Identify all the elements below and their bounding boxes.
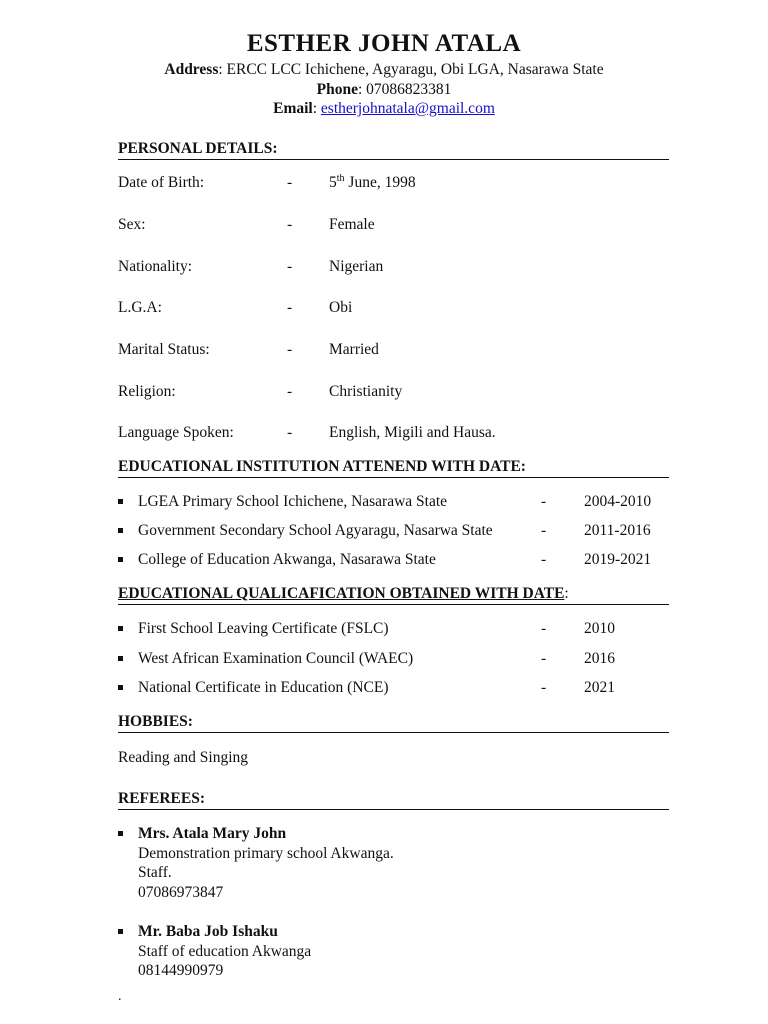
phone-label: Phone	[316, 80, 358, 98]
email-separator: :	[312, 100, 321, 117]
detail-row-lga	[118, 298, 678, 318]
bullet-icon	[118, 831, 123, 836]
detail-dash: -	[287, 216, 293, 233]
hobbies-heading-text: HOBBIES:	[118, 713, 193, 730]
detail-label: Sex:	[118, 216, 146, 233]
qualification-item	[118, 678, 678, 698]
email-link[interactable]: estherjohnatala@gmail.com	[320, 100, 495, 117]
referees-heading	[118, 790, 669, 810]
detail-dash: -	[287, 424, 293, 441]
detail-label: L.G.A:	[118, 299, 162, 316]
referee-phone: 07086973847	[138, 883, 224, 901]
detail-label: Date of Birth:	[118, 174, 205, 191]
qualification-year: 2016	[584, 650, 615, 667]
detail-dash: -	[287, 341, 293, 358]
item-dash: -	[541, 650, 547, 667]
detail-row-religion	[118, 382, 678, 402]
institution-name: College of Education Akwanga, Nasarawa State	[138, 551, 436, 568]
phone-line	[0, 80, 768, 100]
referees-heading-text: REFEREES:	[118, 790, 205, 807]
detail-value: Obi	[329, 299, 353, 316]
phone-value: : 07086823381	[357, 80, 452, 98]
education-item	[118, 550, 678, 570]
bullet-icon	[118, 499, 123, 504]
detail-value: Married	[329, 341, 379, 358]
referee-workplace: Staff of education Akwanga	[138, 942, 312, 960]
address-label: Address	[164, 61, 219, 78]
detail-label: Religion:	[118, 383, 176, 400]
email-label: Email	[273, 100, 313, 117]
item-dash: -	[541, 679, 547, 696]
detail-value: English, Migili and Hausa.	[329, 424, 496, 441]
referee-name: Mrs. Atala Mary John	[138, 825, 287, 842]
qualification-item	[118, 619, 678, 639]
qualification-name: West African Examination Council (WAEC)	[138, 650, 414, 667]
detail-value: Nigerian	[329, 258, 384, 275]
trailing-mark: .	[118, 989, 122, 1004]
dob-day: 5	[329, 174, 337, 191]
institution-name: Government Secondary School Agyaragu, Nasarwa State	[138, 522, 493, 539]
detail-dash: -	[287, 299, 293, 316]
qualification-name: First School Leaving Certificate (FSLC)	[138, 620, 389, 637]
address-value: : ERCC LCC Ichichene, Agyaragu, Obi LGA, Nasarawa State	[218, 61, 604, 78]
qualification-item	[118, 649, 678, 669]
detail-dash: -	[287, 258, 293, 275]
qualification-name: National Certificate in Education (NCE)	[138, 679, 389, 696]
bullet-icon	[118, 626, 123, 631]
item-dash: -	[541, 493, 547, 510]
hobbies-heading	[118, 713, 669, 733]
detail-dash: -	[287, 383, 293, 400]
qualification-year: 2010	[584, 620, 615, 637]
email-line	[0, 99, 768, 119]
hobbies-text: Reading and Singing	[118, 749, 249, 766]
detail-label: Nationality:	[118, 258, 193, 275]
institution-years: 2011-2016	[584, 522, 651, 539]
detail-value	[329, 173, 416, 193]
dob-ordinal: th	[336, 173, 345, 184]
address-line	[0, 60, 768, 80]
bullet-icon	[118, 685, 123, 690]
detail-row-dob	[118, 173, 678, 193]
detail-row-marital-status	[118, 340, 678, 360]
qualifications-heading-suffix: :	[564, 585, 569, 602]
referee-name: Mr. Baba Job Ishaku	[138, 923, 278, 940]
detail-row-language	[118, 423, 678, 443]
cv-header	[0, 28, 768, 119]
bullet-icon	[118, 656, 123, 661]
detail-label: Language Spoken:	[118, 424, 234, 441]
item-dash: -	[541, 522, 547, 539]
education-item	[118, 492, 678, 512]
referee-phone: 08144990979	[138, 962, 224, 979]
detail-value: Christianity	[329, 383, 403, 400]
institution-years: 2004-2010	[584, 493, 652, 510]
institution-name: LGEA Primary School Ichichene, Nasarawa State	[138, 493, 448, 510]
qualification-year: 2021	[584, 679, 615, 696]
personal-details-heading-text: PERSONAL DETAILS:	[118, 140, 278, 157]
personal-details-heading	[118, 140, 669, 160]
item-dash: -	[541, 551, 547, 568]
education-heading	[118, 458, 669, 478]
detail-row-sex	[118, 215, 678, 235]
education-heading-text: EDUCATIONAL INSTITUTION ATTENEND WITH DATE:	[118, 458, 526, 475]
detail-value: Female	[329, 216, 375, 233]
bullet-icon	[118, 557, 123, 562]
referee-role: Staff.	[138, 864, 172, 881]
item-dash: -	[541, 620, 547, 637]
detail-label: Marital Status:	[118, 341, 210, 358]
institution-years: 2019-2021	[584, 551, 652, 568]
bullet-icon	[118, 929, 123, 934]
candidate-name: ESTHER JOHN ATALA	[246, 30, 522, 57]
detail-dash: -	[287, 174, 293, 191]
qualifications-heading	[118, 585, 669, 605]
referee-workplace: Demonstration primary school Akwanga.	[138, 844, 394, 862]
education-item	[118, 521, 678, 541]
bullet-icon	[118, 528, 123, 533]
qualifications-heading-text: EDUCATIONAL QUALICAFICATION OBTAINED WITH DATE	[118, 585, 565, 602]
detail-row-nationality	[118, 257, 678, 277]
dob-month-year: June, 1998	[344, 174, 416, 191]
